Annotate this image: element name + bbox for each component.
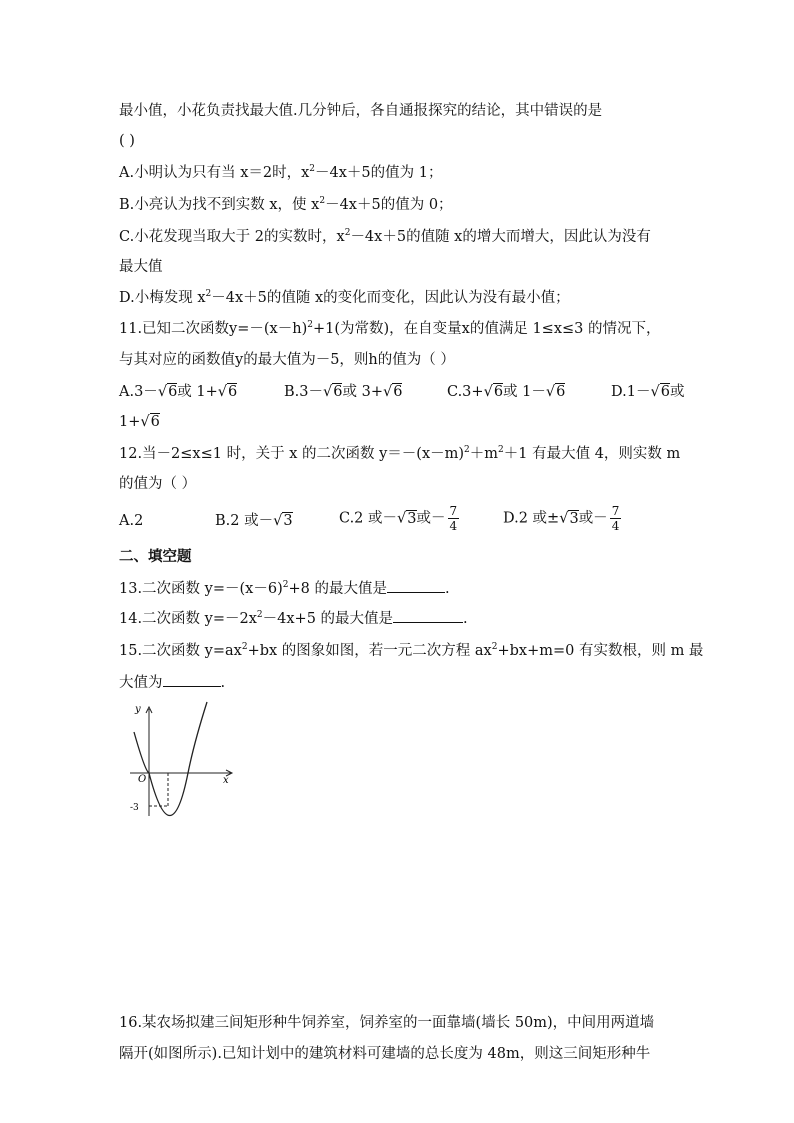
q12-option-a: A.2 bbox=[119, 513, 144, 529]
radicand: 6 bbox=[556, 384, 566, 400]
q10-line1: 最小值，小花负责找最大值.几分钟后，各自通报探究的结论，其中错误的是 bbox=[119, 103, 603, 119]
radical-sign: √ bbox=[323, 384, 333, 400]
radicand: 6 bbox=[150, 414, 160, 430]
radical-sign: √ bbox=[157, 384, 168, 400]
q11-option-c: C.3+√6或 1－√6 bbox=[447, 384, 566, 400]
q13: 13.二次函数 $y=-(x-6)^2+8$ 的最大值是 . bbox=[119, 580, 450, 597]
square-root bbox=[397, 510, 416, 527]
q15-parabola-figure bbox=[126, 700, 238, 818]
q11-stem-line2: 与其对应的函数值y的最大值为－5，则h的值为（ ） bbox=[119, 352, 455, 368]
radical-sign: √ bbox=[382, 384, 393, 400]
fraction-7-4: $\frac{7}{4}$ bbox=[611, 504, 620, 533]
origin-label: O bbox=[138, 774, 147, 785]
q11-option-d: D.1－√6或 bbox=[611, 384, 685, 400]
square-root bbox=[140, 413, 159, 430]
q10-option-c-cont: 最大值 bbox=[119, 259, 163, 275]
q10-option-c: C.小花发现当取大于 2的实数时，$x^2-4x+5$的值随 x的增大而增大，因此认为没有 bbox=[119, 228, 651, 245]
radicand: 6 bbox=[228, 384, 238, 400]
q11-option-b: B.3－√6或 3+√6 bbox=[284, 384, 403, 400]
fraction-7-4: $\frac{7}{4}$ bbox=[449, 504, 458, 533]
q16-stem-line2: 隔开(如图所示).已知计划中的建筑材料可建墙的总长度为 48m，则这三间矩形种牛 bbox=[119, 1046, 651, 1062]
q12-option-d: D.2 或±√3或－ $\frac{7}{4}$ bbox=[503, 504, 620, 533]
parabola-curve bbox=[134, 702, 207, 816]
q11-stem-line1: 11.已知二次函数$y=-(x-h)^2+1$(为常数)，在自变量x的值满足 1≤x≤3 的情况下， bbox=[119, 320, 661, 337]
square-root bbox=[383, 383, 402, 400]
y-axis-label: y bbox=[135, 704, 141, 715]
q11-option-d-cont: 1+√6 bbox=[119, 414, 160, 430]
square-root bbox=[559, 510, 578, 527]
q10-answer-paren: ( ) bbox=[119, 133, 135, 149]
q11-option-a: A.3－√6或 1+√6 bbox=[119, 384, 238, 400]
x-axis-label: x bbox=[223, 775, 229, 786]
square-root bbox=[546, 383, 565, 400]
answer-blank[interactable] bbox=[393, 608, 463, 623]
answer-blank[interactable] bbox=[387, 578, 445, 593]
q15-stem-line1: 15.二次函数 $y=ax^2+bx$ 的图象如图，若一元二次方程 $ax^2+bx+m=0$ 有实数根，则 m 最 bbox=[119, 642, 704, 659]
radicand: 6 bbox=[493, 384, 504, 400]
q10-option-b: B.小亮认为找不到实数 x，使 $x^2-4x+5$的值为 0； bbox=[119, 196, 453, 213]
square-root bbox=[650, 383, 669, 400]
radicand: 3 bbox=[569, 510, 579, 527]
q16-stem-line1: 16.某农场拟建三间矩形种牛饲养室，饲养室的一面靠墙(墙长 50m)，中间用两道墙 bbox=[119, 1015, 655, 1031]
radicand: 3 bbox=[407, 510, 417, 527]
radicand: 6 bbox=[333, 384, 343, 400]
radicand: 6 bbox=[660, 384, 670, 400]
q12-option-b: B.2 或－√3 bbox=[215, 513, 293, 529]
radical-sign: √ bbox=[545, 384, 556, 400]
section-title-fill-in: 二、填空题 bbox=[119, 548, 192, 565]
radical-sign: √ bbox=[397, 510, 407, 527]
radical-sign: √ bbox=[273, 513, 283, 529]
q10-option-a: A.小明认为只有当 x＝2时，$x^2-4x+5$的值为 1； bbox=[119, 164, 443, 181]
q12-option-c: C.2 或－√3或－ $\frac{7}{4}$ bbox=[339, 504, 458, 533]
q12-options bbox=[119, 504, 699, 540]
radical-sign: √ bbox=[140, 414, 150, 430]
q10-option-d: D.小梅发现 $x^2-4x+5$的值随 x的变化而变化，因此认为没有最小值； bbox=[119, 289, 570, 306]
q11-options bbox=[119, 381, 699, 403]
radical-sign: √ bbox=[217, 384, 228, 400]
radical-sign: √ bbox=[483, 384, 493, 400]
q14: 14.二次函数 $y=-2x^2-4x+5$ 的最大值是 . bbox=[119, 610, 468, 627]
q15-stem-line2: 大值为 . bbox=[119, 672, 225, 694]
radicand: 6 bbox=[393, 384, 403, 400]
answer-blank[interactable] bbox=[163, 672, 221, 687]
q12-stem-line1: 12.当－2≤x≤1 时，关于 x 的二次函数 $y=-(x-m)^2+m^2+1$ 有最大值 4，则实数 m bbox=[119, 445, 681, 462]
square-root bbox=[323, 383, 342, 400]
square-root bbox=[484, 383, 503, 400]
radical-sign: √ bbox=[559, 510, 569, 527]
square-root bbox=[158, 383, 177, 400]
radicand: 6 bbox=[168, 384, 178, 400]
radicand: 3 bbox=[283, 513, 293, 529]
q12-stem-line2: 的值为（ ） bbox=[119, 476, 197, 492]
min-value-label: -3 bbox=[130, 803, 139, 813]
square-root bbox=[273, 512, 292, 529]
radical-sign: √ bbox=[650, 384, 660, 400]
square-root bbox=[218, 383, 237, 400]
